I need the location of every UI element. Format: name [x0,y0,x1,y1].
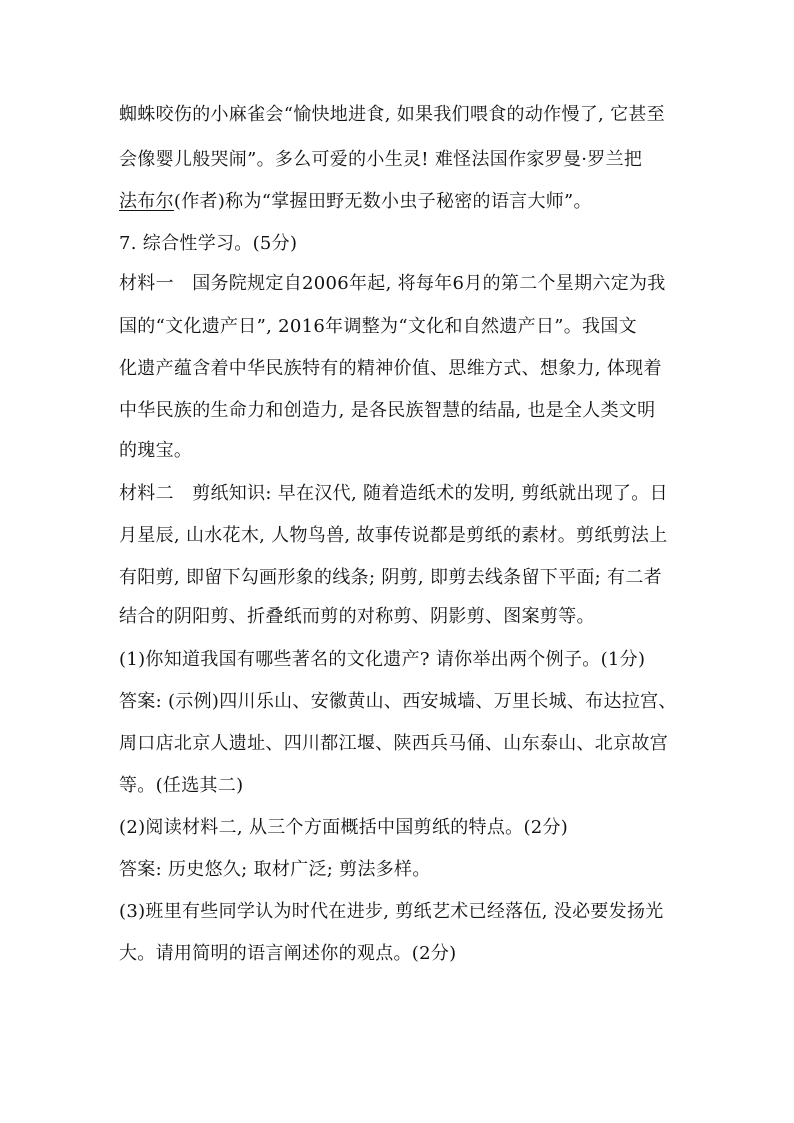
text-line: 会像婴儿般哭闹”。多么可爱的小生灵! 难怪法国作家罗曼·罗兰把 [119,149,643,170]
text-line: 大。请用简明的语言阐述你的观点。(2分) [119,943,457,964]
text-span: (作者)称为“掌握田野无数小虫子秘密的语言大师”。 [173,191,592,212]
text-line: 中华民族的生命力和创造力, 是各民族智慧的结晶, 也是全人类文明 [119,400,656,421]
question-heading: 7. 综合性学习。(5分) [119,233,298,254]
text-line: 国的“文化遗产日”, 2016年调整为“文化和自然遗产日”。我国文 [119,316,637,337]
text-line: 周口店北京人遗址、四川都江堰、陕西兵马俑、山东泰山、北京故宫 [119,733,668,754]
text-line: 的瑰宝。 [119,440,193,461]
answer-2: 答案: 历史悠久; 取材广泛; 剪法多样。 [119,859,431,880]
material-one-text: 材料一 国务院规定自2006年起, 将每年6月的第二个星期六定为我 [119,273,666,294]
text-line: 等。(任选其二) [119,775,244,796]
text-line: 结合的阴阳剪、折叠纸而剪的对称剪、阴影剪、图案剪等。 [119,606,595,627]
text-line: 化遗产蕴含着中华民族特有的精神价值、思维方式、想象力, 体现着 [119,358,662,379]
underlined-name: 法布尔 [119,191,174,212]
sub-question-2: (2)阅读材料二, 从三个方面概括中国剪纸的特点。(2分) [119,817,569,838]
text-line: 月星辰, 山水花木, 人物鸟兽, 故事传说都是剪纸的素材。剪纸剪法上 [119,525,668,546]
text-line [119,190,694,214]
answer-1: 答案: (示例)四川乐山、安徽黄山、西安城墙、万里长城、布达拉宫、 [119,691,677,712]
sub-question-1: (1)你知道我国有哪些著名的文化遗产? 请你举出两个例子。(1分) [119,649,646,670]
text-line: 蜘蛛咬伤的小麻雀会“愉快地进食, 如果我们喂食的动作慢了, 它甚至 [119,104,665,125]
sub-question-3: (3)班里有些同学认为时代在进步, 剪纸艺术已经落伍, 没必要发扬光 [119,901,664,922]
material-two-text: 材料二 剪纸知识: 早在汉代, 随着造纸术的发明, 剪纸就出现了。日 [119,483,668,504]
text-line: 有阳剪, 即留下勾画形象的线条; 阴剪, 即剪去线条留下平面; 有二者 [119,567,662,588]
